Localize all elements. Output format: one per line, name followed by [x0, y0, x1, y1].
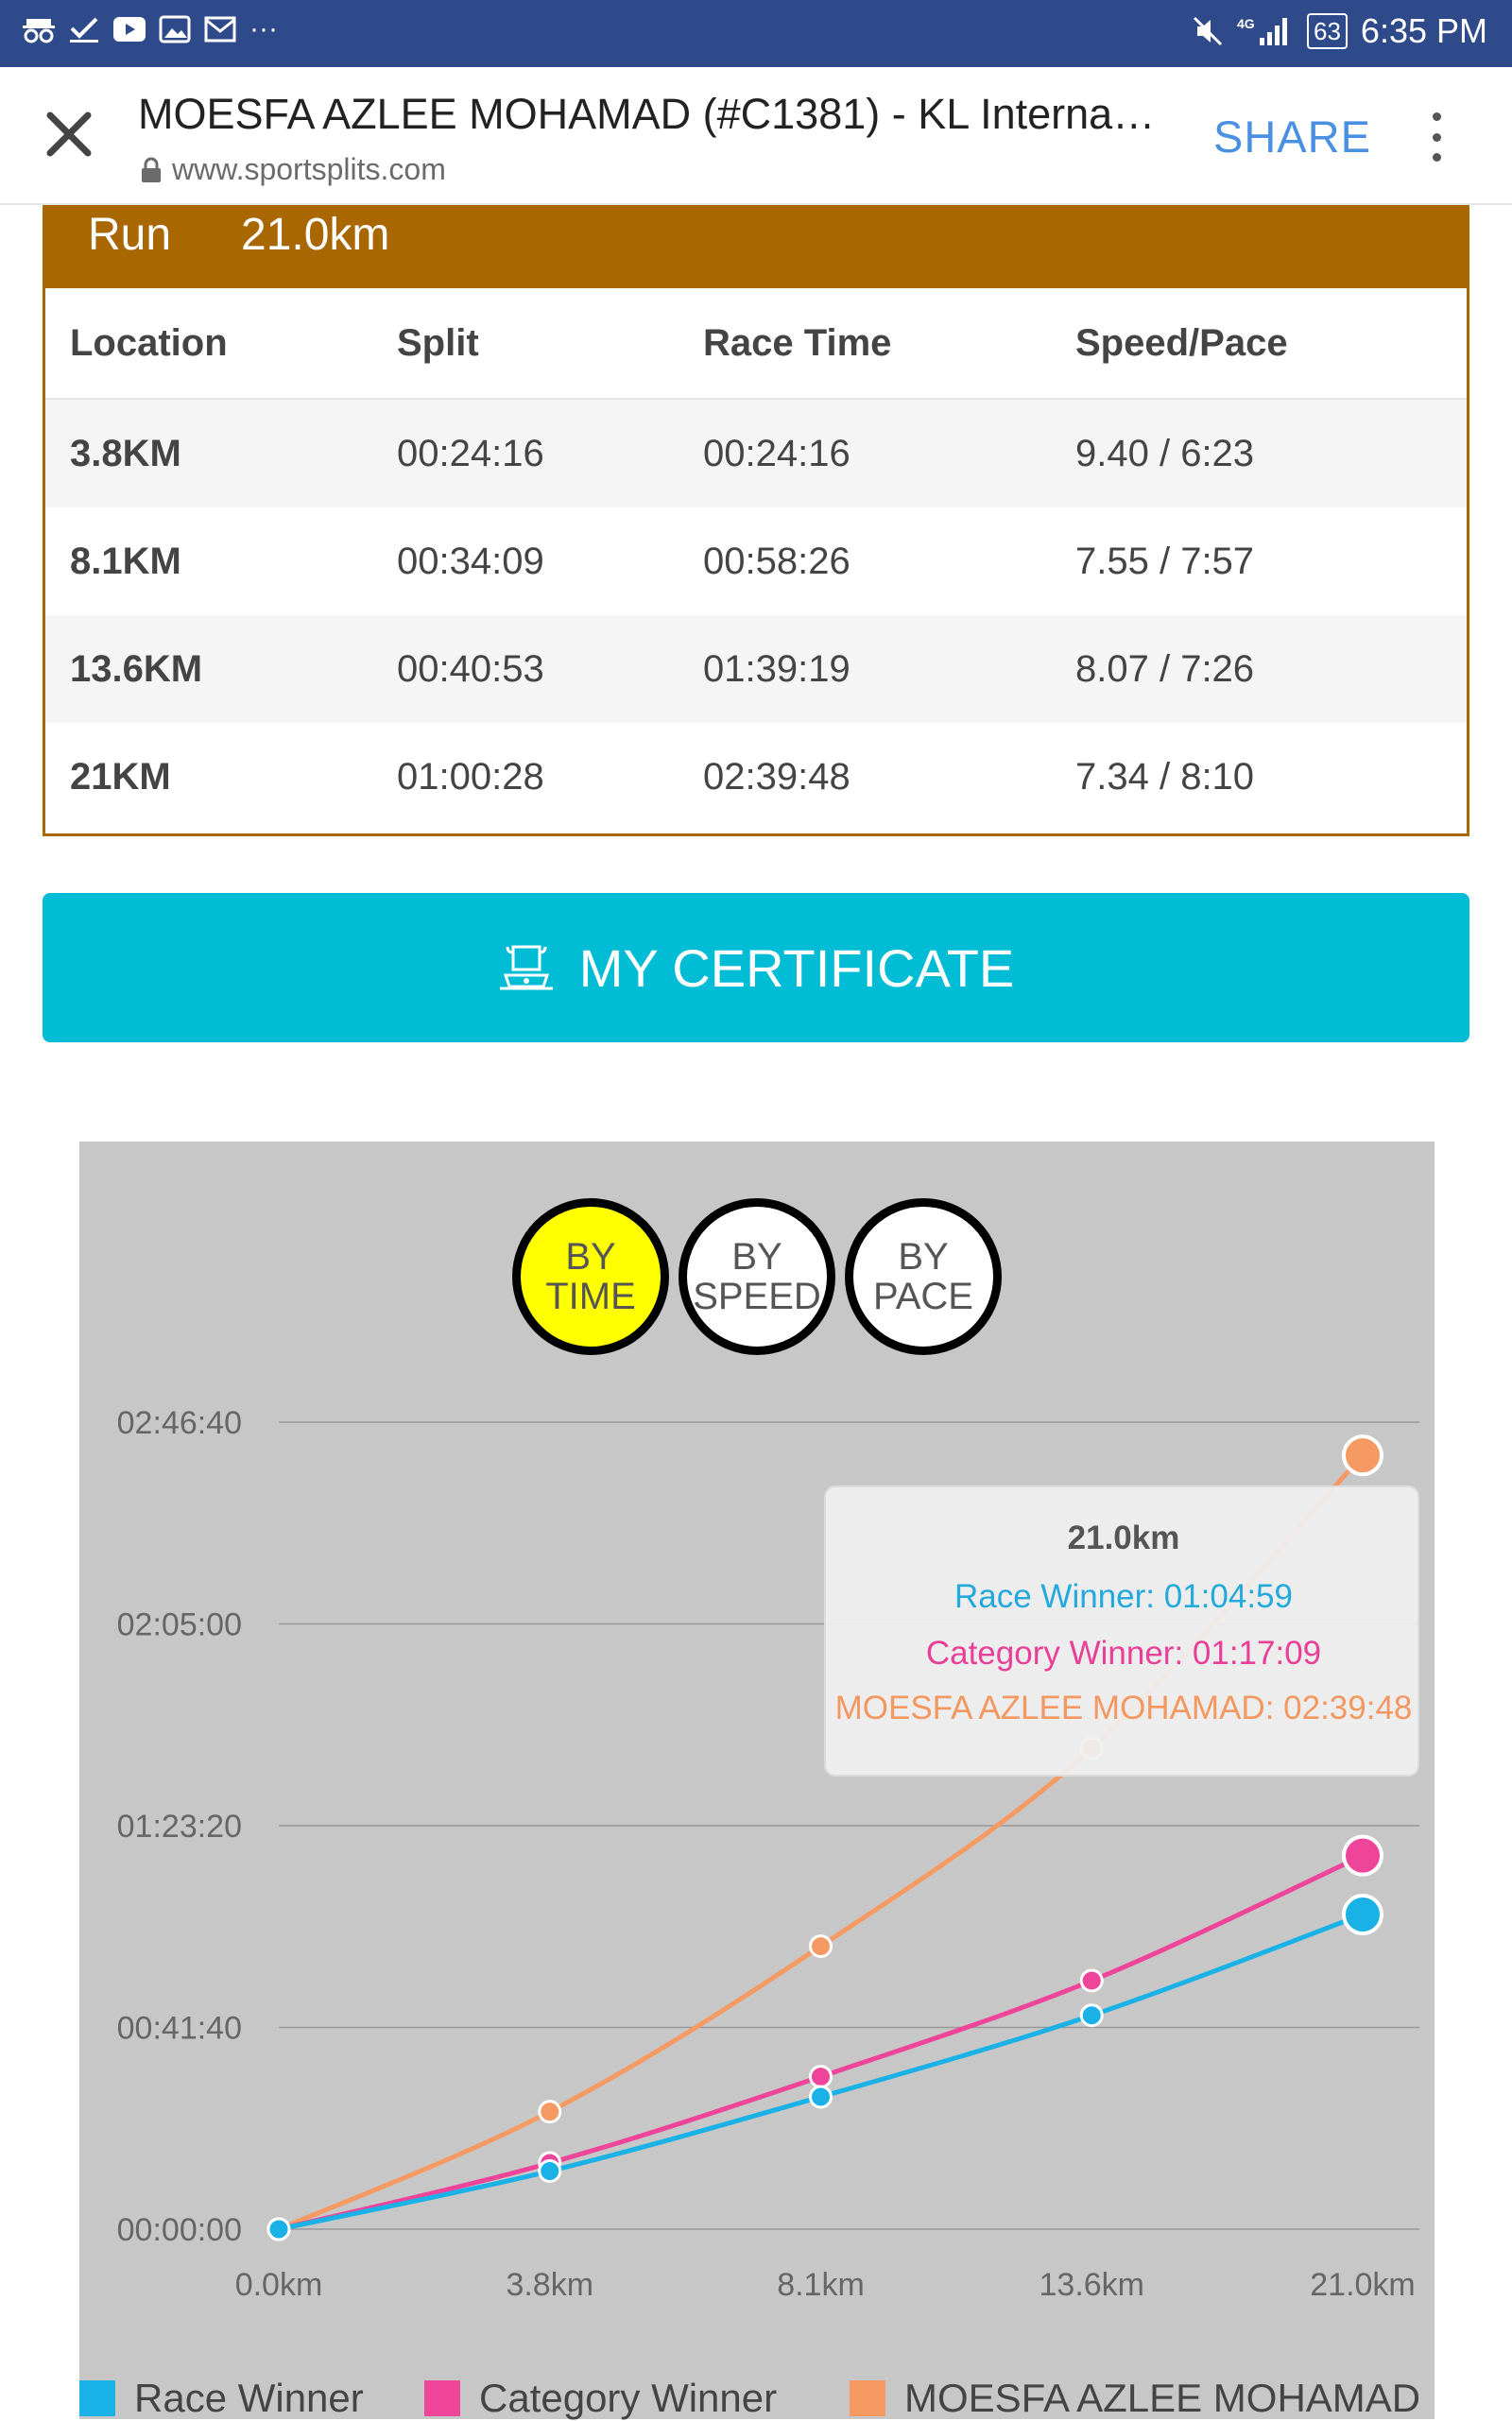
signal-icon — [1237, 15, 1294, 47]
split-cell: 00:24:16 — [397, 432, 544, 474]
split-cell: 00:40:53 — [397, 647, 544, 690]
gallery-icon — [159, 13, 191, 45]
lock-icon — [140, 157, 163, 183]
run-distance: 21.0km — [241, 210, 390, 260]
youtube-icon — [113, 13, 146, 45]
toggle-line1: BY — [898, 1236, 949, 1278]
y-tick-label: 00:41:40 — [116, 2010, 242, 2047]
legend-swatch — [424, 2380, 460, 2416]
table-row — [45, 507, 1467, 615]
tooltip-category-winner: Category Winner: 01:17:09 — [925, 1635, 1322, 1672]
legend-swatch — [850, 2380, 885, 2416]
race-time-cell: 00:58:26 — [703, 540, 850, 582]
chart-legend — [79, 2368, 1435, 2419]
data-point — [1081, 1970, 1102, 1991]
x-tick-label: 0.0km — [234, 2267, 323, 2303]
column-header-location: Location — [70, 321, 228, 364]
legend-label: Race Winner — [134, 2376, 364, 2420]
my-certificate-label: MY CERTIFICATE — [578, 937, 1015, 998]
data-point — [1344, 1436, 1382, 1474]
run-label: Run — [88, 210, 172, 260]
split-cell: 01:00:28 — [397, 755, 544, 798]
x-tick-label: 21.0km — [1310, 2267, 1416, 2303]
location-cell: 3.8KM — [70, 432, 181, 474]
run-section-header — [43, 205, 1469, 288]
certificate-icon — [498, 941, 555, 994]
series-line — [279, 1856, 1363, 2229]
check-icon — [68, 13, 100, 45]
speed-pace-cell: 8.07 / 7:26 — [1075, 647, 1255, 690]
toggle-line2: PACE — [873, 1276, 973, 1317]
more-options-icon[interactable] — [1418, 109, 1455, 165]
toggle-line1: BY — [565, 1236, 616, 1278]
url-text: www.sportsplits.com — [172, 152, 446, 186]
legend-label: Category Winner — [479, 2376, 778, 2420]
incognito-icon — [23, 13, 55, 45]
status-right — [1192, 11, 1487, 51]
data-point — [811, 2086, 832, 2107]
browser-toolbar — [0, 67, 1512, 205]
race-progress-chart — [79, 1142, 1435, 2419]
tooltip-race-winner: Race Winner: 01:04:59 — [954, 1578, 1293, 1615]
close-icon — [44, 110, 94, 159]
clock: 6:35 PM — [1360, 11, 1487, 50]
toggle-line2: TIME — [545, 1276, 636, 1317]
y-tick-label: 01:23:20 — [116, 1809, 242, 1845]
toggle-line2: SPEED — [693, 1276, 821, 1317]
toggle-line1: BY — [731, 1236, 782, 1278]
splits-table — [43, 288, 1469, 836]
mail-icon — [204, 13, 236, 45]
data-point — [268, 2219, 289, 2240]
url-bar[interactable] — [140, 152, 446, 187]
page-title: MOESFA AZLEE MOHAMAD (#C1381) - KL Interna… — [138, 90, 1156, 138]
table-row — [45, 400, 1467, 507]
more-notifications-icon: ··· — [249, 13, 278, 44]
chart-tooltip — [824, 1485, 1419, 1777]
table-row — [45, 615, 1467, 723]
table-row — [45, 723, 1467, 831]
race-time-cell: 02:39:48 — [703, 755, 850, 798]
x-tick-label: 3.8km — [506, 2267, 594, 2303]
notification-icons — [23, 13, 278, 45]
speed-pace-cell: 7.55 / 7:57 — [1075, 540, 1255, 582]
column-header-speed-pace: Speed/Pace — [1075, 321, 1288, 364]
race-time-cell: 01:39:19 — [703, 647, 850, 690]
svg-text:4G: 4G — [1237, 16, 1255, 31]
speed-pace-cell: 7.34 / 8:10 — [1075, 755, 1255, 798]
legend-swatch — [79, 2380, 115, 2416]
column-header-race-time: Race Time — [703, 321, 892, 364]
location-cell: 21KM — [70, 755, 171, 798]
status-bar — [0, 0, 1512, 67]
y-tick-label: 00:00:00 — [116, 2212, 242, 2248]
legend-item[interactable] — [424, 2376, 777, 2421]
location-cell: 13.6KM — [70, 647, 203, 690]
data-point — [811, 2067, 832, 2087]
column-header-split: Split — [397, 321, 479, 364]
x-tick-label: 13.6km — [1039, 2267, 1144, 2303]
y-tick-label: 02:46:40 — [116, 1405, 242, 1441]
y-tick-label: 02:05:00 — [116, 1606, 242, 1643]
data-point — [811, 1936, 832, 1957]
data-point — [1081, 2005, 1102, 2026]
data-point — [1344, 1896, 1382, 1933]
my-certificate-button[interactable] — [43, 893, 1469, 1042]
data-point — [540, 2102, 560, 2122]
location-cell: 8.1KM — [70, 540, 181, 582]
speed-pace-cell: 9.40 / 6:23 — [1075, 432, 1255, 474]
tooltip-athlete: MOESFA AZLEE MOHAMAD: 02:39:48 — [834, 1690, 1413, 1726]
mute-icon — [1192, 15, 1224, 47]
x-tick-label: 8.1km — [777, 2267, 865, 2303]
share-button[interactable]: SHARE — [1213, 112, 1371, 162]
close-button[interactable] — [38, 103, 100, 165]
data-point — [540, 2161, 560, 2182]
battery-indicator: 63 — [1307, 13, 1348, 49]
tooltip-title: 21.0km — [1067, 1520, 1180, 1556]
data-point — [1344, 1837, 1382, 1875]
legend-label: MOESFA AZLEE MOHAMAD — [904, 2376, 1421, 2420]
legend-item[interactable] — [850, 2376, 1420, 2421]
table-header-row — [45, 288, 1467, 400]
split-cell: 00:34:09 — [397, 540, 544, 582]
race-time-cell: 00:24:16 — [703, 432, 850, 474]
legend-item[interactable] — [79, 2376, 364, 2421]
